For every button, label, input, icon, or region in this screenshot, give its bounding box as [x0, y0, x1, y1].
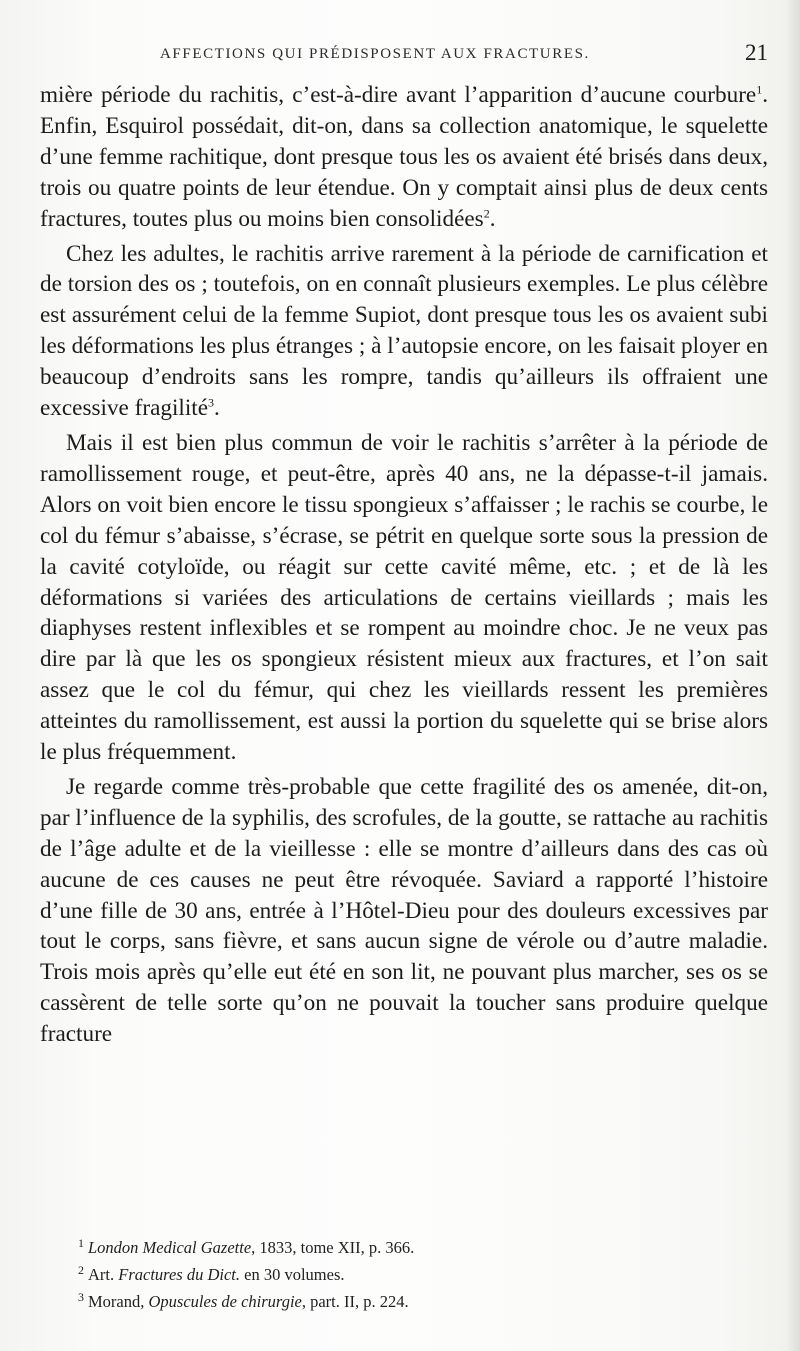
- footnote-3-details: , part. II, p. 224.: [301, 1292, 409, 1311]
- running-title: AFFECTIONS QUI PRÉDISPOSENT AUX FRACTURES.: [160, 46, 590, 62]
- paragraph-1-text-cont: . Enfin, Esquirol possédait, dit-on, dans sa collection anatomique, le squelette d’une femme rachitique, dont presque tous les os avaient été brisés dans deux, trois ou quatre points de leur étendue. On y comptait ainsi plus de deux cents fractures, toutes plus ou moins bien consolidées: [40, 82, 768, 232]
- page-edge-shadow: [786, 0, 800, 1351]
- body-text: [40, 80, 768, 1050]
- footnote-3-number: 3: [78, 1289, 84, 1304]
- page-header: [40, 40, 768, 70]
- footnotes: [78, 1234, 768, 1315]
- footnote-2-prefix: Art.: [88, 1265, 119, 1284]
- footnote-1-title: London Medical Gazette: [88, 1238, 252, 1257]
- footnote-1: [78, 1234, 768, 1261]
- footnote-2-number: 2: [78, 1262, 84, 1277]
- paragraph-3-text: Mais il est bien plus commun de voir le rachitis s’arrêter à la période de ramollissement rouge, et peut-être, après 40 ans, ne la dépasse-t-il jamais. Alors on voit bien encore le tissu spongieux s’affaisser ; le rachis se courbe, le col du fémur s’abaisse, s’écrase, se pétrit en quelque sorte sous la pression de la cavité cotyloïde, ou réagit sur cette cavité même, etc. ; et de là les déformations si variées des articulations de certains vieillards ; mais les diaphyses restent inflexibles et se rompent au moindre choc. Je ne veux pas dire par là que les os spongieux résistent mieux aux fractures, et l’on sait assez que le col du fémur, qui chez les vieillards ressent les premières atteintes du ramollissement, est aussi la portion du squelette qui se brise alors le plus fréquemment.: [40, 429, 768, 766]
- footnote-ref-2: 2: [483, 205, 490, 220]
- paragraph-3: [40, 428, 768, 768]
- footnote-2: [78, 1261, 768, 1288]
- footnote-3-prefix: Morand,: [88, 1292, 149, 1311]
- paragraph-2-end: .: [214, 395, 220, 422]
- footnote-1-number: 1: [78, 1235, 84, 1250]
- paragraph-2: [40, 239, 768, 424]
- footnote-2-details: en 30 volumes.: [240, 1265, 345, 1284]
- paragraph-1-text: mière période du rachitis, c’est-à-dire avant l’apparition d’aucune courbure: [40, 82, 757, 108]
- footnote-3-title: Opuscules de chirurgie: [148, 1292, 302, 1311]
- footnote-1-details: , 1833, tome XII, p. 366.: [251, 1238, 415, 1257]
- page-number: 21: [745, 40, 768, 65]
- paragraph-1: [40, 80, 768, 235]
- footnote-3: [78, 1288, 768, 1315]
- footnote-ref-3: 3: [208, 395, 215, 410]
- paragraph-4: [40, 772, 768, 1050]
- paragraph-2-text: Chez les adultes, le rachitis arrive rarement à la période de carnification et de torsion des os ; toutefois, on en connaît plusieurs exemples. Le plus célèbre est assurément celui de la femme Supiot, dont presque tous les os avaient subi les déformations les plus étranges ; à l’autopsie encore, on les faisait ployer en beaucoup d’endroits sans les rompre, tandis qu’ailleurs ils offraient une excessive fragilité: [40, 240, 768, 422]
- footnote-2-title: Fractures du Dict.: [118, 1265, 240, 1284]
- paragraph-4-text: Je regarde comme très-probable que cette fragilité des os amenée, dit-on, par l’influence de la syphilis, des scrofules, de la goutte, se rattache au rachitis de l’âge adulte et de la vieillesse : elle se montre d’ailleurs dans des cas où aucune de ces causes ne peut être révoquée. Saviard a rapporté l’histoire d’une fille de 30 ans, entrée à l’Hôtel-Dieu pour des douleurs excessives par tout le corps, sans fièvre, et sans aucun signe de vérole ou d’autre maladie. Trois mois après qu’elle eut été en son lit, ne pouvant plus marcher, ses os se cassèrent de telle sorte qu’on ne pouvait la toucher sans produire quelque fracture: [40, 773, 768, 1048]
- paragraph-1-end: .: [489, 205, 496, 232]
- footnote-ref-1: 1: [756, 82, 763, 97]
